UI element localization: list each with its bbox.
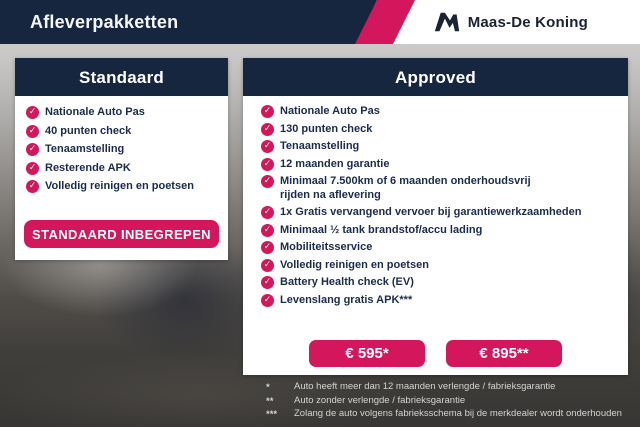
card-approved (243, 58, 628, 375)
list-item (26, 125, 220, 139)
standaard-feature-list (15, 96, 228, 194)
list-item (261, 241, 620, 255)
list-item-label: Nationale Auto Pas (280, 105, 380, 117)
check-icon: ✓ (26, 162, 39, 175)
card-standaard (15, 58, 228, 260)
price-895-button[interactable]: € 895** (446, 340, 562, 367)
list-item (26, 143, 220, 157)
check-icon: ✓ (26, 106, 39, 119)
check-icon: ✓ (26, 125, 39, 138)
list-item (26, 162, 220, 176)
list-item (261, 123, 620, 137)
brand-name: Maas-De Koning (467, 13, 588, 31)
card-standaard-title: Standaard (15, 58, 228, 96)
list-item (261, 294, 620, 308)
list-item-label: 130 punten check (280, 122, 373, 135)
price-buttons (243, 340, 628, 367)
check-icon: ✓ (261, 276, 274, 289)
list-item (261, 224, 620, 238)
list-item-label: Minimaal ½ tank brandstof/accu lading (280, 223, 483, 236)
list-item (261, 206, 620, 220)
standaard-inbegrepen-button[interactable]: STANDAARD INBEGREPEN (24, 220, 219, 248)
list-item-label: Mobiliteitsservice (280, 241, 373, 253)
list-item-label: 12 maanden garantie (280, 157, 390, 170)
check-icon: ✓ (261, 175, 274, 188)
footnotes (266, 382, 622, 423)
check-icon: ✓ (261, 158, 274, 171)
footnote-text: Auto heeft meer dan 12 maanden verlengde / fabrieksgarantie (294, 381, 556, 392)
list-item (261, 105, 620, 119)
list-item-label: 40 punten check (45, 124, 132, 137)
list-item-label: Resterende APK (45, 161, 131, 174)
check-icon: ✓ (26, 180, 39, 193)
list-item-label: Minimaal 7.500km of 6 maanden onderhoudsvrij rijden na aflevering (280, 175, 531, 201)
check-icon: ✓ (26, 143, 39, 156)
list-item-label: Tenaamstelling (45, 143, 125, 155)
list-item-label: Levenslang gratis APK*** (280, 293, 413, 306)
list-item (261, 276, 620, 290)
list-item-label: Battery Health check (EV) (280, 276, 414, 288)
footnote (266, 409, 622, 420)
footnote-marker: *** (266, 409, 278, 420)
brand-logo (434, 0, 588, 44)
page-title: Afleverpakketten (30, 12, 179, 32)
list-item-label: 1x Gratis vervangend vervoer bij garantiewerkzaamheden (280, 206, 582, 218)
footnote (266, 396, 622, 407)
list-item (261, 175, 620, 202)
list-item (261, 259, 620, 273)
footnote (266, 382, 622, 393)
list-item-label: Volledig reinigen en poetsen (45, 180, 194, 192)
footnote-text: Zolang de auto volgens fabrieksschema bij de merkdealer wordt onderhouden (294, 408, 622, 419)
list-item-label: Nationale Auto Pas (45, 106, 145, 118)
footnote-marker: ** (266, 395, 274, 407)
maas-de-koning-m-icon (434, 11, 460, 33)
footnote-marker: * (266, 382, 270, 393)
check-icon: ✓ (261, 123, 274, 136)
list-item (261, 158, 620, 172)
list-item-label: Tenaamstelling (280, 140, 360, 152)
footnote-text: Auto zonder verlengde / fabrieksgarantie (294, 394, 466, 406)
approved-feature-list (243, 96, 628, 307)
list-item-label: Volledig reinigen en poetsen (280, 258, 429, 271)
card-approved-title: Approved (243, 58, 628, 96)
header-bar (0, 0, 640, 44)
check-icon: ✓ (261, 206, 274, 219)
list-item (26, 106, 220, 120)
check-icon: ✓ (261, 224, 274, 237)
check-icon: ✓ (261, 241, 274, 254)
check-icon: ✓ (261, 294, 274, 307)
check-icon: ✓ (261, 259, 274, 272)
price-595-button[interactable]: € 595* (309, 340, 425, 367)
check-icon: ✓ (261, 105, 274, 118)
list-item (26, 180, 220, 194)
list-item (261, 140, 620, 154)
check-icon: ✓ (261, 140, 274, 153)
